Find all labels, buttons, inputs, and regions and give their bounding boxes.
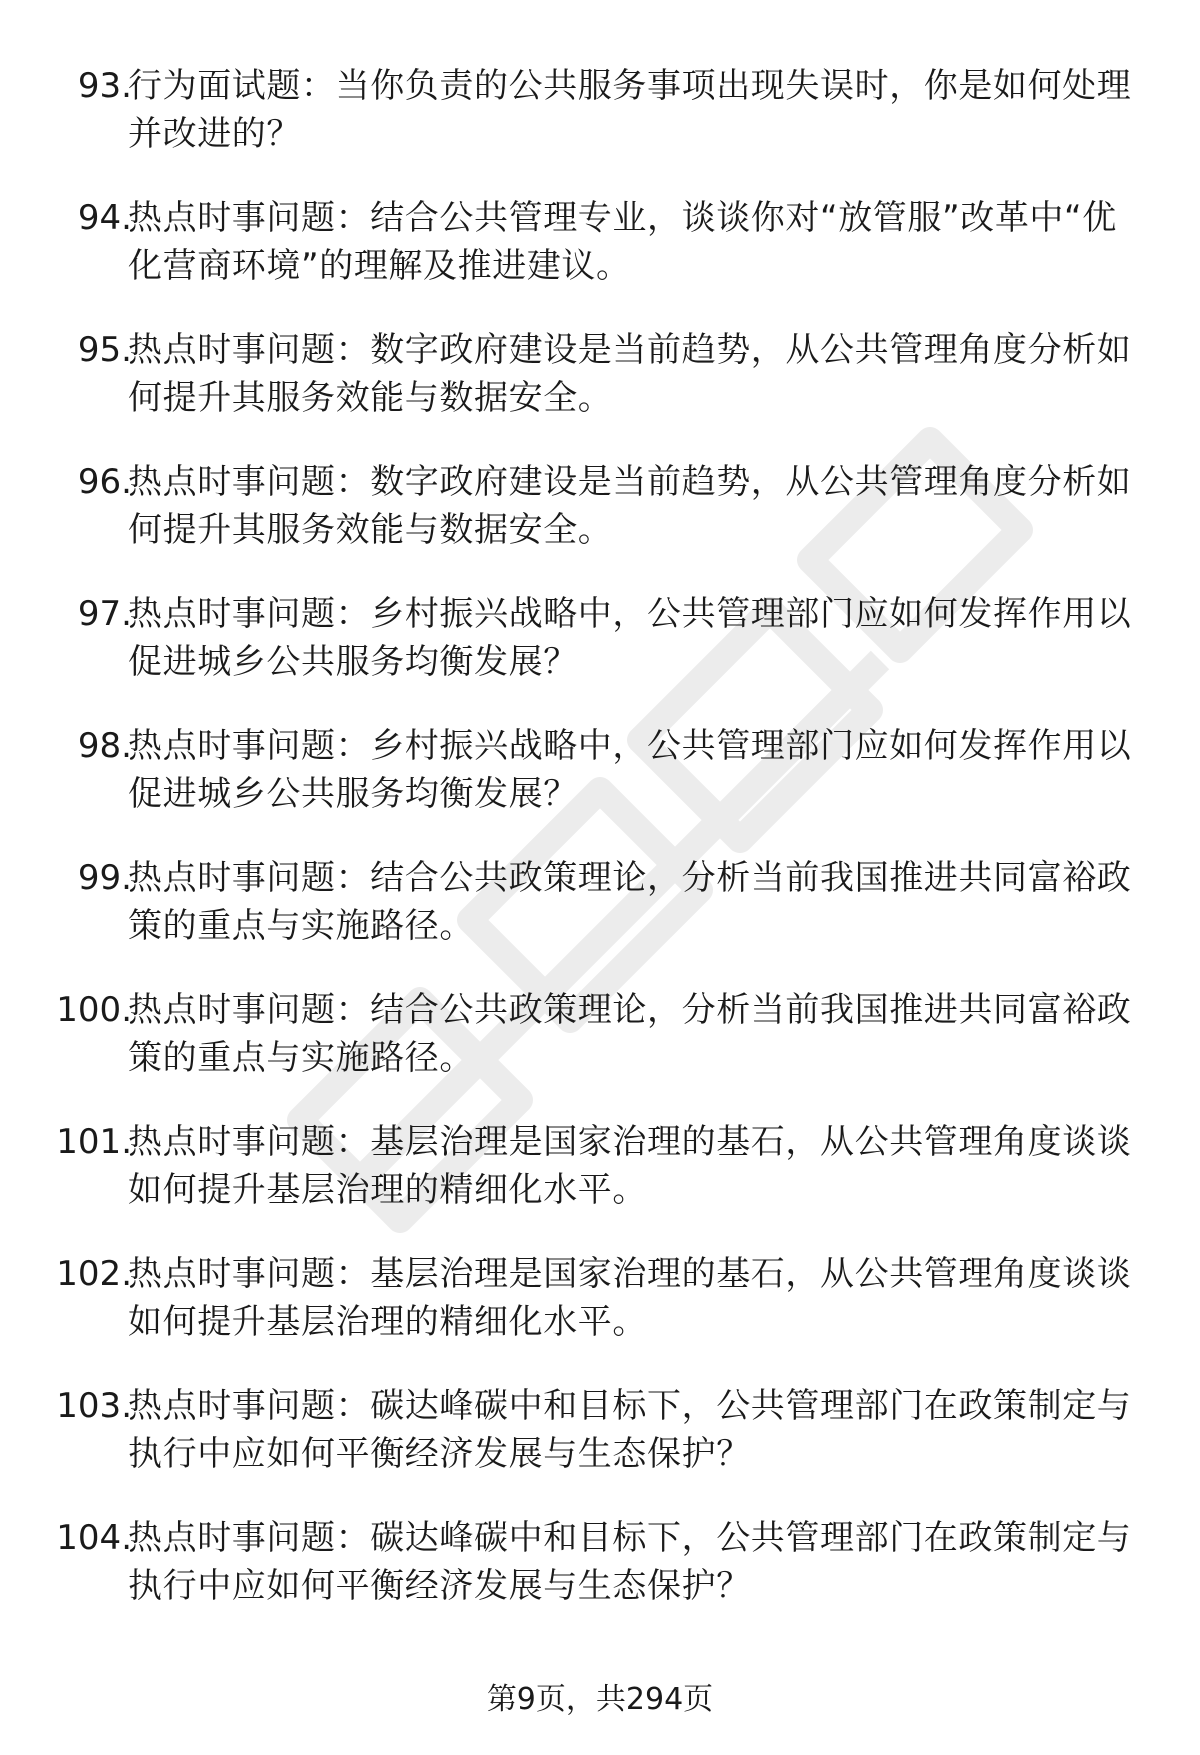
list-item (0, 322, 1200, 454)
list-item (0, 586, 1200, 718)
list-item (0, 190, 1200, 322)
question-number: 100. (56, 990, 132, 1030)
page-footer (0, 1680, 1200, 1720)
question-text: 热点时事问题：结合公共管理专业，谈谈你对“放管服”改革中“优化营商环境”的理解及推进建议。 (128, 198, 1117, 286)
list-item (0, 1510, 1200, 1642)
question-text: 行为面试题：当你负责的公共服务事项出现失误时，你是如何处理并改进的？ (128, 66, 1132, 154)
question-text: 热点时事问题：乡村振兴战略中，公共管理部门应如何发挥作用以促进城乡公共服务均衡发展？ (128, 726, 1132, 814)
list-item (0, 454, 1200, 586)
question-number: 104. (56, 1518, 132, 1558)
list-item (0, 58, 1200, 190)
list-item (0, 718, 1200, 850)
list-item (0, 1246, 1200, 1378)
question-number: 94. (77, 198, 132, 238)
question-text: 热点时事问题：结合公共政策理论，分析当前我国推进共同富裕政策的重点与实施路径。 (128, 990, 1132, 1078)
question-number: 102. (56, 1254, 132, 1294)
list-item (0, 982, 1200, 1114)
question-text: 热点时事问题：碳达峰碳中和目标下，公共管理部门在政策制定与执行中应如何平衡经济发展与生态保护？ (128, 1518, 1132, 1606)
question-number: 101. (56, 1122, 132, 1162)
question-text: 热点时事问题：数字政府建设是当前趋势，从公共管理角度分析如何提升其服务效能与数据安全。 (128, 330, 1132, 418)
question-number: 96. (77, 462, 132, 502)
list-item (0, 850, 1200, 982)
question-number: 99. (77, 858, 132, 898)
question-text: 热点时事问题：基层治理是国家治理的基石，从公共管理角度谈谈如何提升基层治理的精细化水平。 (128, 1122, 1132, 1210)
question-text: 热点时事问题：碳达峰碳中和目标下，公共管理部门在政策制定与执行中应如何平衡经济发展与生态保护？ (128, 1386, 1132, 1474)
list-item (0, 1378, 1200, 1510)
question-number: 97. (77, 594, 132, 634)
question-number: 95. (77, 330, 132, 370)
question-number: 98. (77, 726, 132, 766)
question-text: 热点时事问题：基层治理是国家治理的基石，从公共管理角度谈谈如何提升基层治理的精细化水平。 (128, 1254, 1132, 1342)
question-text: 热点时事问题：结合公共政策理论，分析当前我国推进共同富裕政策的重点与实施路径。 (128, 858, 1132, 946)
page-number-label: 第9页，共294页 (486, 1682, 714, 1717)
question-text: 热点时事问题：乡村振兴战略中，公共管理部门应如何发挥作用以促进城乡公共服务均衡发展？ (128, 594, 1132, 682)
question-number: 103. (56, 1386, 132, 1426)
question-number: 93. (77, 66, 132, 106)
list-item (0, 1114, 1200, 1246)
question-list (0, 58, 1200, 1642)
question-text: 热点时事问题：数字政府建设是当前趋势，从公共管理角度分析如何提升其服务效能与数据安全。 (128, 462, 1132, 550)
